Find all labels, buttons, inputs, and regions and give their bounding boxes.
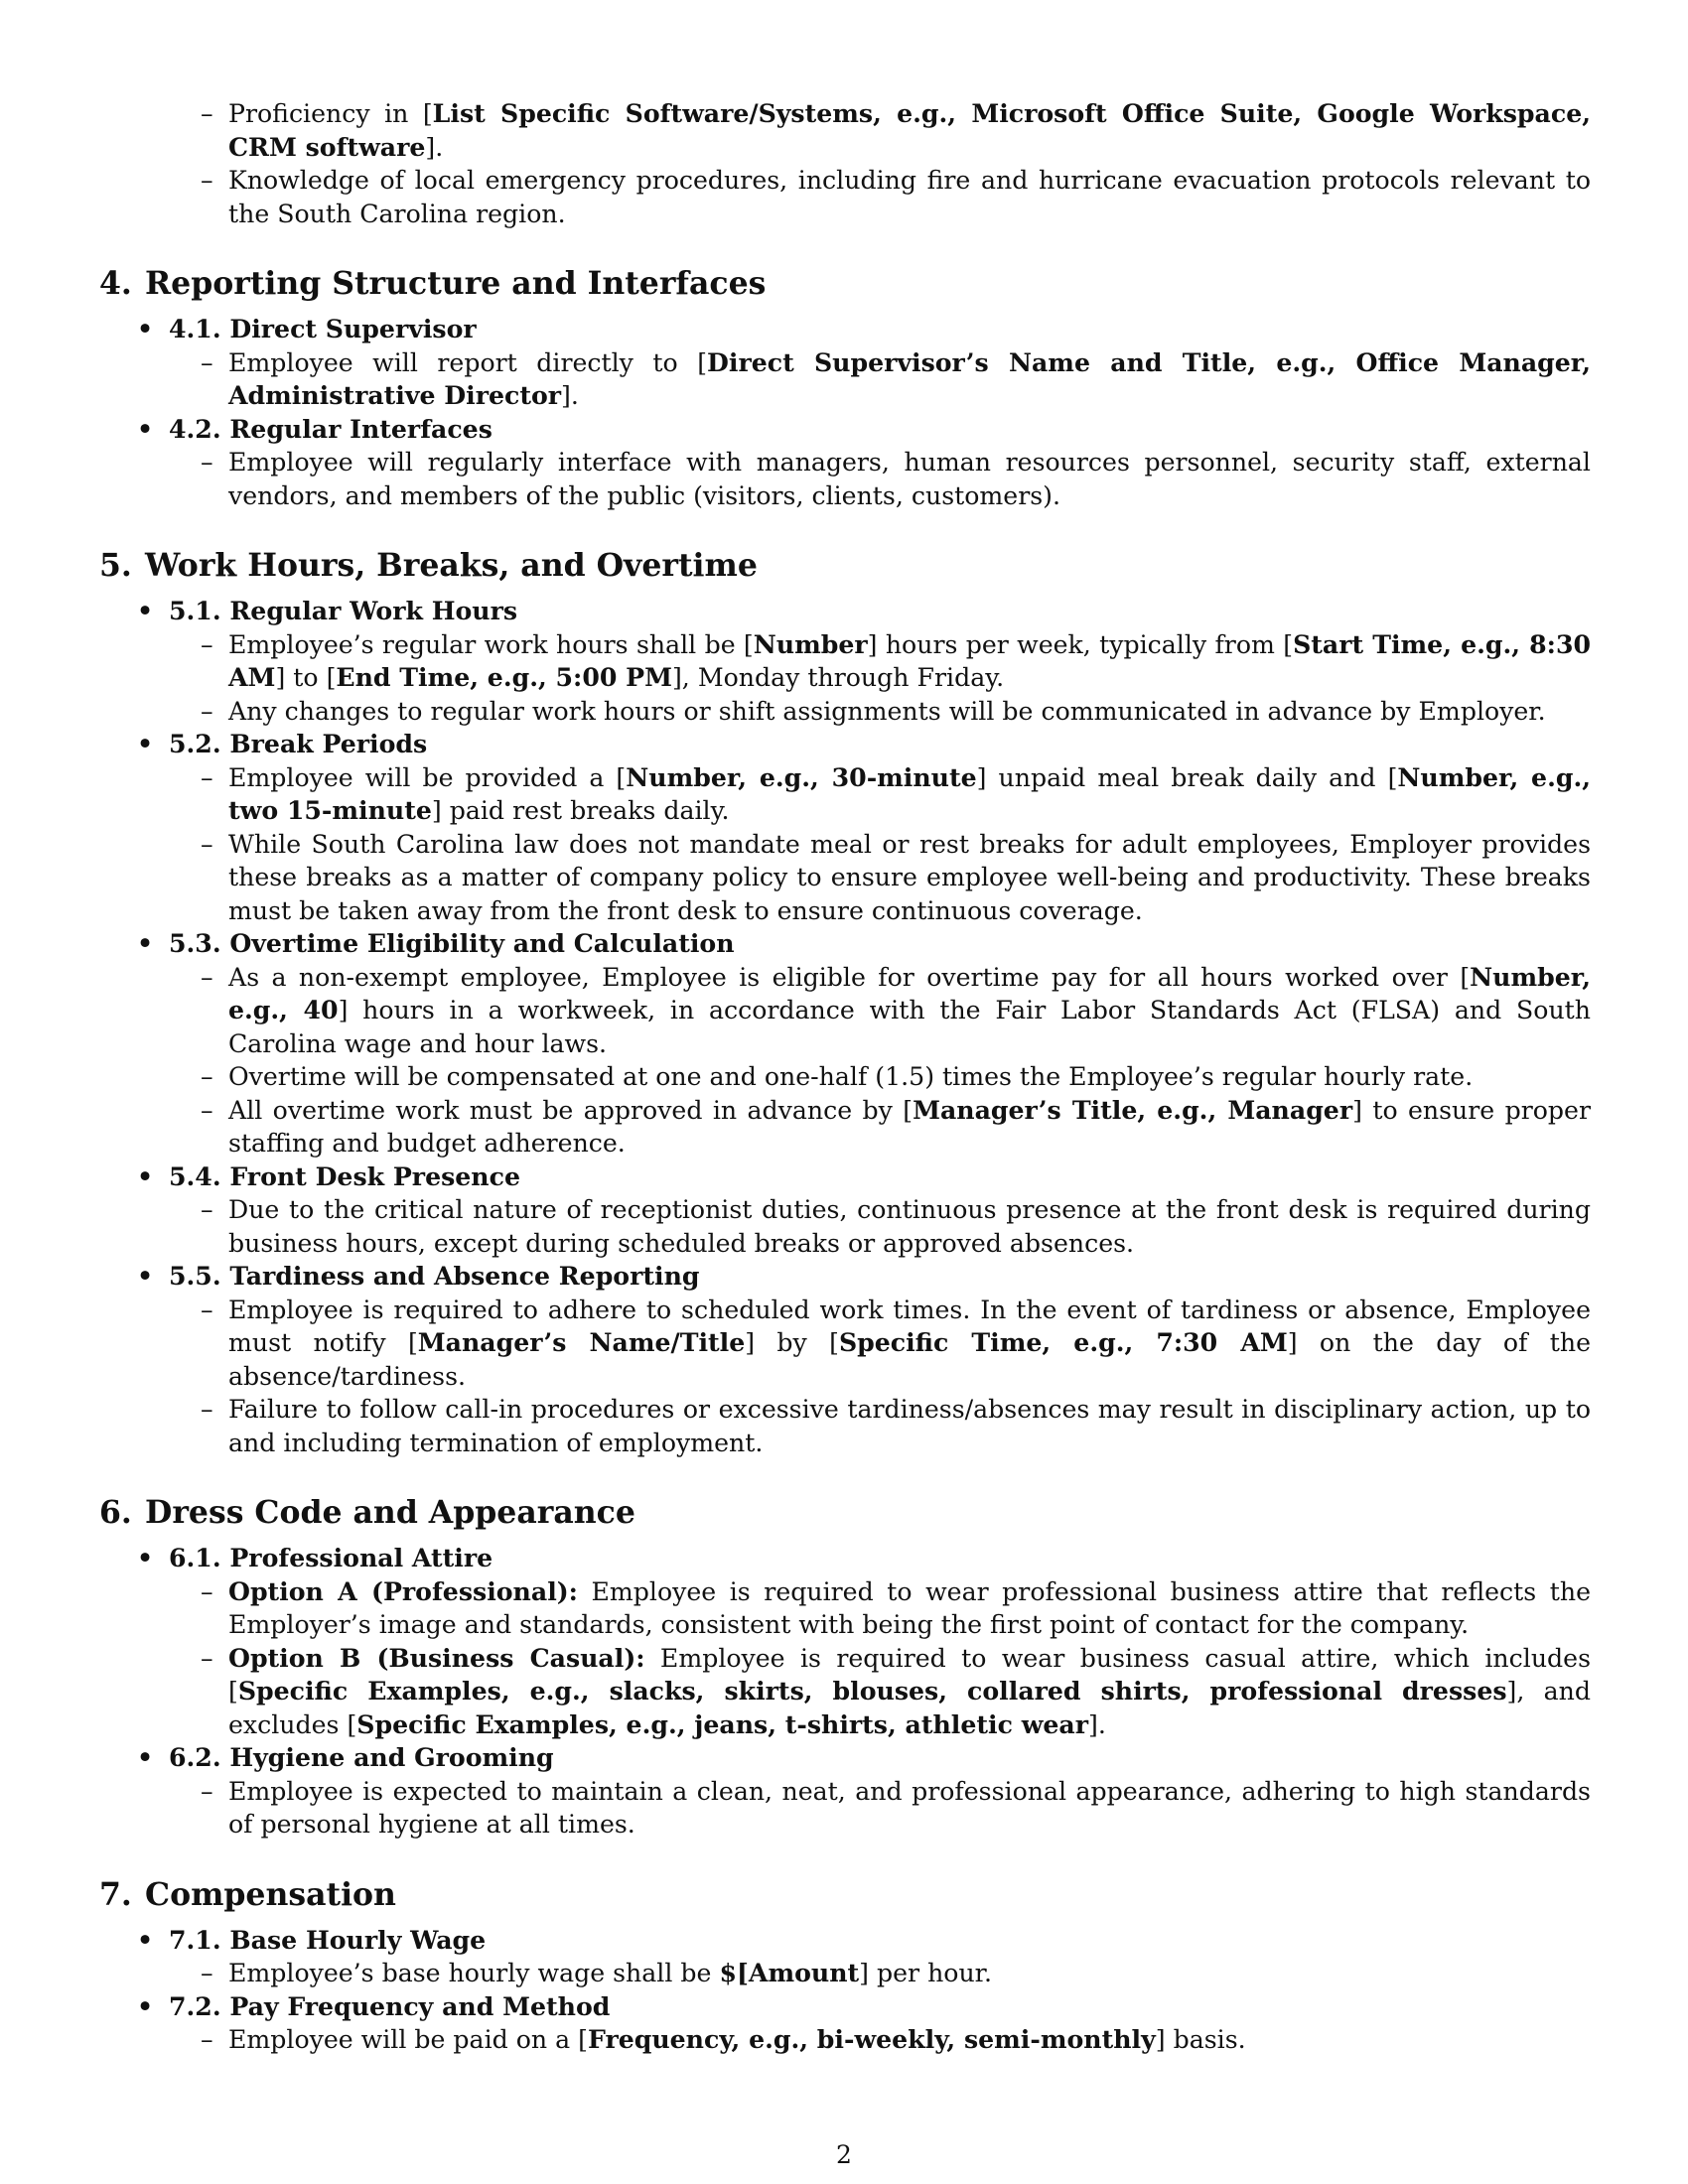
- subsection-number: 5.4.: [169, 1160, 230, 1191]
- text-run: Employee’s base hourly wage shall be: [228, 1959, 720, 1987]
- text-run: ], Monday through Friday.: [671, 663, 1005, 692]
- bold-text: Number: [753, 628, 868, 659]
- section-title: Compensation: [145, 1875, 396, 1913]
- text-run: Employee will regularly interface with managers, human resources personnel, security staff, external vendors, and members of the public (visitors, clients, customers).: [228, 448, 1591, 510]
- list-item: [99, 1575, 1591, 1642]
- subsection-number: 6.1.: [169, 1543, 230, 1572]
- text-run: ] by [: [745, 1328, 839, 1357]
- bold-text: Number, e.g., two 15-minute: [228, 761, 1591, 825]
- subsection-heading: [99, 413, 1591, 447]
- sections-container: [99, 265, 1591, 2057]
- text-run: ] on the day of the absence/tardiness.: [228, 1328, 1592, 1391]
- text-run: ].: [561, 381, 579, 410]
- subsection-list: [99, 1957, 1591, 1990]
- subsection-list: [99, 1575, 1591, 1742]
- list-item: [99, 1193, 1591, 1260]
- subsection-list: [99, 2023, 1591, 2057]
- list-item: [99, 1775, 1591, 1842]
- text-run: ] hours in a workweek, in accordance with the Fair Labor Standards Act (FLSA) and South Carolina wage and hour laws.: [228, 996, 1592, 1058]
- list-item: [99, 1642, 1591, 1742]
- text-run: ] to [: [275, 663, 337, 692]
- text-run: ].: [1088, 1709, 1106, 1739]
- subsection-title: Pay Frequency and Method: [229, 1990, 611, 2021]
- text-run: ] paid rest breaks daily.: [431, 796, 730, 825]
- subsection-title: Tardiness and Absence Reporting: [229, 1261, 700, 1291]
- text-run: Employee is required to wear professional business attire that reflects the Employer’s image and standards, consistent with being the first point of contact for the company.: [228, 1576, 1591, 1639]
- section-number: 5.: [99, 547, 132, 584]
- list-item: [99, 628, 1591, 695]
- list-item: [99, 1294, 1591, 1394]
- bold-text: List Specific Software/Systems, e.g., Microsoft Office Suite, Google Workspace, CRM software: [228, 98, 1591, 162]
- bold-text: Specific Time, e.g., 7:30 AM: [838, 1327, 1288, 1357]
- subsection-heading: [99, 1924, 1591, 1958]
- intro-list: [99, 97, 1591, 230]
- text-run: ].: [425, 132, 444, 162]
- subsection-heading: [99, 728, 1591, 761]
- section-number: 7.: [99, 1875, 132, 1913]
- subsection-number: 7.2.: [169, 1990, 230, 2021]
- list-item: [99, 1060, 1591, 1094]
- subsection-heading: [99, 927, 1591, 961]
- text-run: Employee is required to wear business casual attire, which includes [: [228, 1643, 1591, 1706]
- subsection-number: 4.2.: [169, 413, 230, 444]
- bold-text: Specific Examples, e.g., slacks, skirts, blouses, collared shirts, professional dresses: [237, 1676, 1507, 1706]
- list-item: [99, 1957, 1591, 1990]
- text-run: Employee will be paid on a [: [228, 2025, 588, 2054]
- subsection-heading: [99, 1741, 1591, 1775]
- list-item: [99, 961, 1591, 1061]
- section-heading: [99, 1494, 1591, 1532]
- subsection-heading: [99, 1990, 1591, 2024]
- subsection-title: Professional Attire: [229, 1543, 493, 1572]
- text-run: Employee is required to adhere to scheduled work times. In the event of tardiness or absence, Employee must notify [: [228, 1295, 1591, 1357]
- subsection-list: [99, 446, 1591, 512]
- subsection-title: Overtime Eligibility and Calculation: [229, 928, 735, 958]
- text-run: All overtime work must be approved in advance by [: [228, 1095, 914, 1125]
- section-title: Reporting Structure and Interfaces: [145, 265, 767, 302]
- text-run: Any changes to regular work hours or shift assignments will be communicated in advance by Employer.: [228, 696, 1546, 726]
- list-item: [99, 695, 1591, 729]
- subsection-number: 5.5.: [169, 1261, 230, 1291]
- subsection-number: 4.1.: [169, 314, 230, 343]
- subsection-number: 5.2.: [169, 729, 230, 758]
- section-heading: [99, 547, 1591, 585]
- section-number: 6.: [99, 1494, 132, 1531]
- subsection-title: Base Hourly Wage: [229, 1924, 487, 1955]
- text-run: Failure to follow call-in procedures or excessive tardiness/absences may result in disciplinary action, up to and including termination of employment.: [228, 1395, 1591, 1457]
- section-title: Work Hours, Breaks, and Overtime: [145, 547, 758, 584]
- text-run: Employee is expected to maintain a clean, neat, and professional appearance, adhering to high standards of personal hygiene at all times.: [228, 1776, 1591, 1839]
- text-run: ] to ensure proper staffing and budget adherence.: [228, 1095, 1591, 1158]
- text-run: Due to the critical nature of receptionist duties, continuous presence at the front desk is required during business hours, except during scheduled breaks or approved absences.: [228, 1195, 1591, 1258]
- subsection-title: Direct Supervisor: [229, 314, 477, 343]
- subsection-list: [99, 961, 1591, 1160]
- subsection-heading: [99, 313, 1591, 346]
- bold-text: End Time, e.g., 5:00 PM: [336, 662, 672, 692]
- subsection-number: 5.1.: [169, 596, 230, 625]
- subsection-number: 5.3.: [169, 928, 230, 958]
- subsection-title: Hygiene and Grooming: [229, 1742, 554, 1772]
- bold-text: Manager’s Title, e.g., Manager: [913, 1094, 1353, 1125]
- text-run: ] basis.: [1155, 2025, 1246, 2054]
- page-number: 2: [836, 2140, 852, 2169]
- bold-text: Option A (Professional):: [228, 1575, 578, 1606]
- bold-text: Specific Examples, e.g., jeans, t-shirts, athletic wear: [356, 1708, 1088, 1739]
- section-heading: [99, 265, 1591, 303]
- text-run: Proficiency in [: [228, 99, 433, 128]
- subsection-list: [99, 1775, 1591, 1842]
- text-run: ], and excludes [: [228, 1677, 1592, 1739]
- bold-text: Manager’s Name/Title: [417, 1327, 746, 1357]
- text-run: Overtime will be compensated at one and one-half (1.5) times the Employee’s regular hourly rate.: [228, 1062, 1474, 1091]
- subsection-title: Break Periods: [229, 729, 428, 758]
- subsection-heading: [99, 1160, 1591, 1194]
- text-run: As a non-exempt employee, Employee is eligible for overtime pay for all hours worked over [: [228, 962, 1471, 992]
- subsection-list: [99, 628, 1591, 729]
- subsection-list: [99, 346, 1591, 413]
- bold-text: Start Time, e.g., 8:30 AM: [228, 628, 1591, 692]
- bold-text: Frequency, e.g., bi-weekly, semi-monthly: [588, 2024, 1156, 2054]
- subsection-heading: [99, 1542, 1591, 1575]
- text-run: Employee will be provided a [: [228, 762, 627, 792]
- subsection-title: Front Desk Presence: [229, 1160, 520, 1191]
- list-item: [99, 346, 1591, 413]
- section-heading: [99, 1876, 1591, 1914]
- bold-text: Direct Supervisor’s Name and Title, e.g., Office Manager, Administrative Director: [228, 346, 1592, 410]
- list-item: [99, 97, 1591, 164]
- list-item: [99, 1094, 1591, 1160]
- section-number: 4.: [99, 265, 132, 302]
- text-run: Knowledge of local emergency procedures, including fire and hurricane evacuation protocols relevant to the South Carolina region.: [228, 166, 1591, 228]
- list-item: [99, 446, 1591, 512]
- subsection-number: 7.1.: [169, 1924, 230, 1955]
- text-run: ] hours per week, typically from [: [867, 629, 1294, 659]
- bold-text: Number, e.g., 30-minute: [626, 761, 977, 792]
- subsection-list: [99, 1193, 1591, 1260]
- subsection-list: [99, 761, 1591, 928]
- subsection-title: Regular Work Hours: [229, 596, 518, 625]
- bold-text: $[Amount: [719, 1958, 860, 1987]
- section-title: Dress Code and Appearance: [145, 1494, 635, 1531]
- list-item: [99, 761, 1591, 828]
- text-run: Employee’s regular work hours shall be [: [228, 629, 754, 659]
- subsection-title: Regular Interfaces: [229, 413, 492, 444]
- list-item: [99, 164, 1591, 230]
- text-run: While South Carolina law does not mandate meal or rest breaks for adult employees, Employer provides these breaks as a matter of company policy to ensure employee well-being and productivity. These breaks must be taken away from the front desk to ensure continuous coverage.: [228, 829, 1591, 925]
- subsection-number: 6.2.: [169, 1742, 230, 1772]
- list-item: [99, 1393, 1591, 1459]
- subsection-list: [99, 1294, 1591, 1460]
- subsection-heading: [99, 1260, 1591, 1294]
- subsection-heading: [99, 595, 1591, 628]
- bold-text: Option B (Business Casual):: [228, 1642, 645, 1673]
- text-run: Employee will report directly to [: [228, 347, 708, 377]
- text-run: ] unpaid meal break daily and [: [976, 762, 1398, 792]
- list-item: [99, 828, 1591, 928]
- bold-text: Number, e.g., 40: [228, 961, 1591, 1024]
- document-page: [99, 97, 1591, 2057]
- list-item: [99, 2023, 1591, 2057]
- text-run: ] per hour.: [859, 1959, 992, 1987]
